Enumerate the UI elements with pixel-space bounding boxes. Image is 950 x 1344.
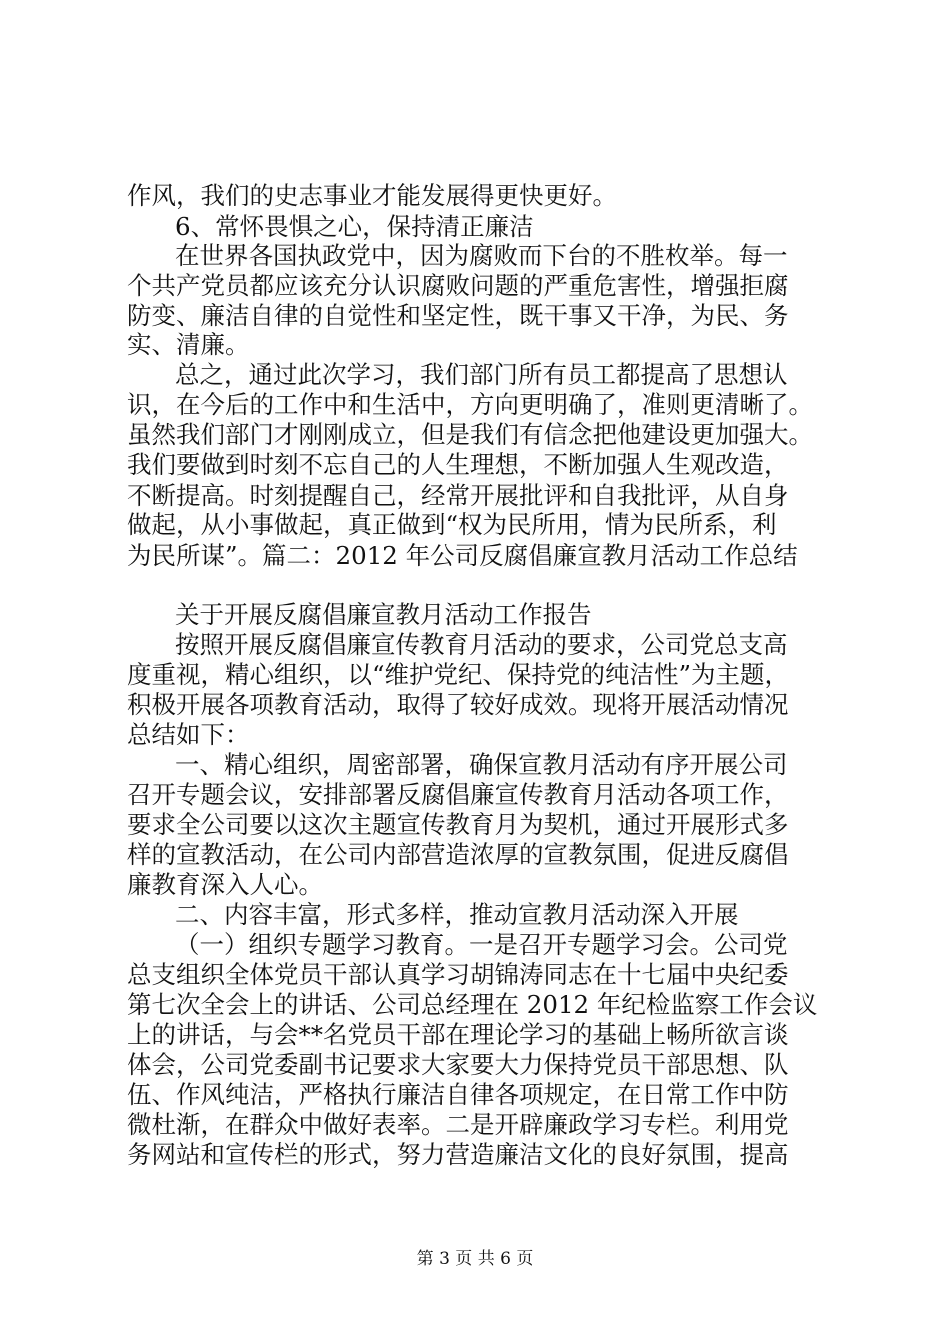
text-line: 我们要做到时刻不忘自己的人生理想，不断加强人生观改造， bbox=[127, 450, 789, 479]
text-line: 微杜渐，在群众中做好表率。二是开辟廉政学习专栏。利用党 bbox=[127, 1110, 789, 1139]
text-line: 要求全公司要以这次主题宣传教育月为契机，通过开展形式多 bbox=[127, 810, 789, 839]
text-line: （一）组织专题学习教育。一是召开专题学习会。公司党 bbox=[175, 930, 788, 959]
text-line: 总之，通过此次学习，我们部门所有员工都提高了思想认 bbox=[175, 360, 788, 389]
text-line: 在世界各国执政党中，因为腐败而下台的不胜枚举。每一 bbox=[175, 241, 788, 270]
text-line: 度重视，精心组织，以“维护党纪、保持党的纯洁性”为主题， bbox=[127, 660, 790, 689]
text-line: 积极开展各项教育活动，取得了较好成效。现将开展活动情况 bbox=[127, 690, 789, 719]
section-heading: 6、常怀畏惧之心，保持清正廉洁 bbox=[175, 212, 534, 241]
text-line: 为民所谋”。篇二：2012 年公司反腐倡廉宣教月活动工作总结 bbox=[127, 541, 798, 570]
section-heading: 一、精心组织，周密部署，确保宣教月活动有序开展公司 bbox=[175, 750, 788, 779]
text-line: 不断提高。时刻提醒自己，经常开展批评和自我批评，从自身 bbox=[127, 481, 789, 510]
text-line: 体会，公司党委副书记要求大家要大力保持党员干部思想、队 bbox=[127, 1050, 789, 1079]
text-line: 虽然我们部门才刚刚成立，但是我们有信念把他建设更加强大。 bbox=[127, 420, 813, 449]
text-line: 识，在今后的工作中和生活中，方向更明确了，准则更清晰了。 bbox=[127, 390, 813, 419]
text-line: 样的宣教活动，在公司内部营造浓厚的宣教氛围，促进反腐倡 bbox=[127, 840, 789, 869]
text-line: 做起，从小事做起，真正做到“权为民所用，情为民所系，利 bbox=[127, 510, 777, 539]
text-line: 总结如下： bbox=[127, 720, 250, 749]
text-line: 防变、廉洁自律的自觉性和坚定性，既干事又干净，为民、务 bbox=[127, 301, 789, 330]
text-line: 第七次全会上的讲话、公司总经理在 2012 年纪检监察工作会议 bbox=[127, 990, 818, 1019]
text-line: 廉教育深入人心。 bbox=[127, 870, 323, 899]
text-line: 务网站和宣传栏的形式，努力营造廉洁文化的良好氛围，提高 bbox=[127, 1140, 789, 1169]
text-line: 实、清廉。 bbox=[127, 330, 250, 359]
text-line: 上的讲话，与会**名党员干部在理论学习的基础上畅所欲言谈 bbox=[127, 1020, 789, 1049]
report-title: 关于开展反腐倡廉宣教月活动工作报告 bbox=[175, 600, 592, 629]
text-line: 按照开展反腐倡廉宣传教育月活动的要求，公司党总支高 bbox=[175, 630, 788, 659]
text-line: 总支组织全体党员干部认真学习胡锦涛同志在十七届中央纪委 bbox=[127, 960, 789, 989]
text-line: 个共产党员都应该充分认识腐败问题的严重危害性，增强拒腐 bbox=[127, 271, 789, 300]
section-heading: 二、内容丰富，形式多样，推动宣教月活动深入开展 bbox=[175, 900, 739, 929]
text-line: 召开专题会议，安排部署反腐倡廉宣传教育月活动各项工作， bbox=[127, 780, 789, 809]
text-line: 作风，我们的史志事业才能发展得更快更好。 bbox=[127, 181, 617, 210]
page-number: 第 3 页 共 6 页 bbox=[416, 1249, 534, 1269]
text-line: 伍、作风纯洁，严格执行廉洁自律各项规定，在日常工作中防 bbox=[127, 1080, 789, 1109]
